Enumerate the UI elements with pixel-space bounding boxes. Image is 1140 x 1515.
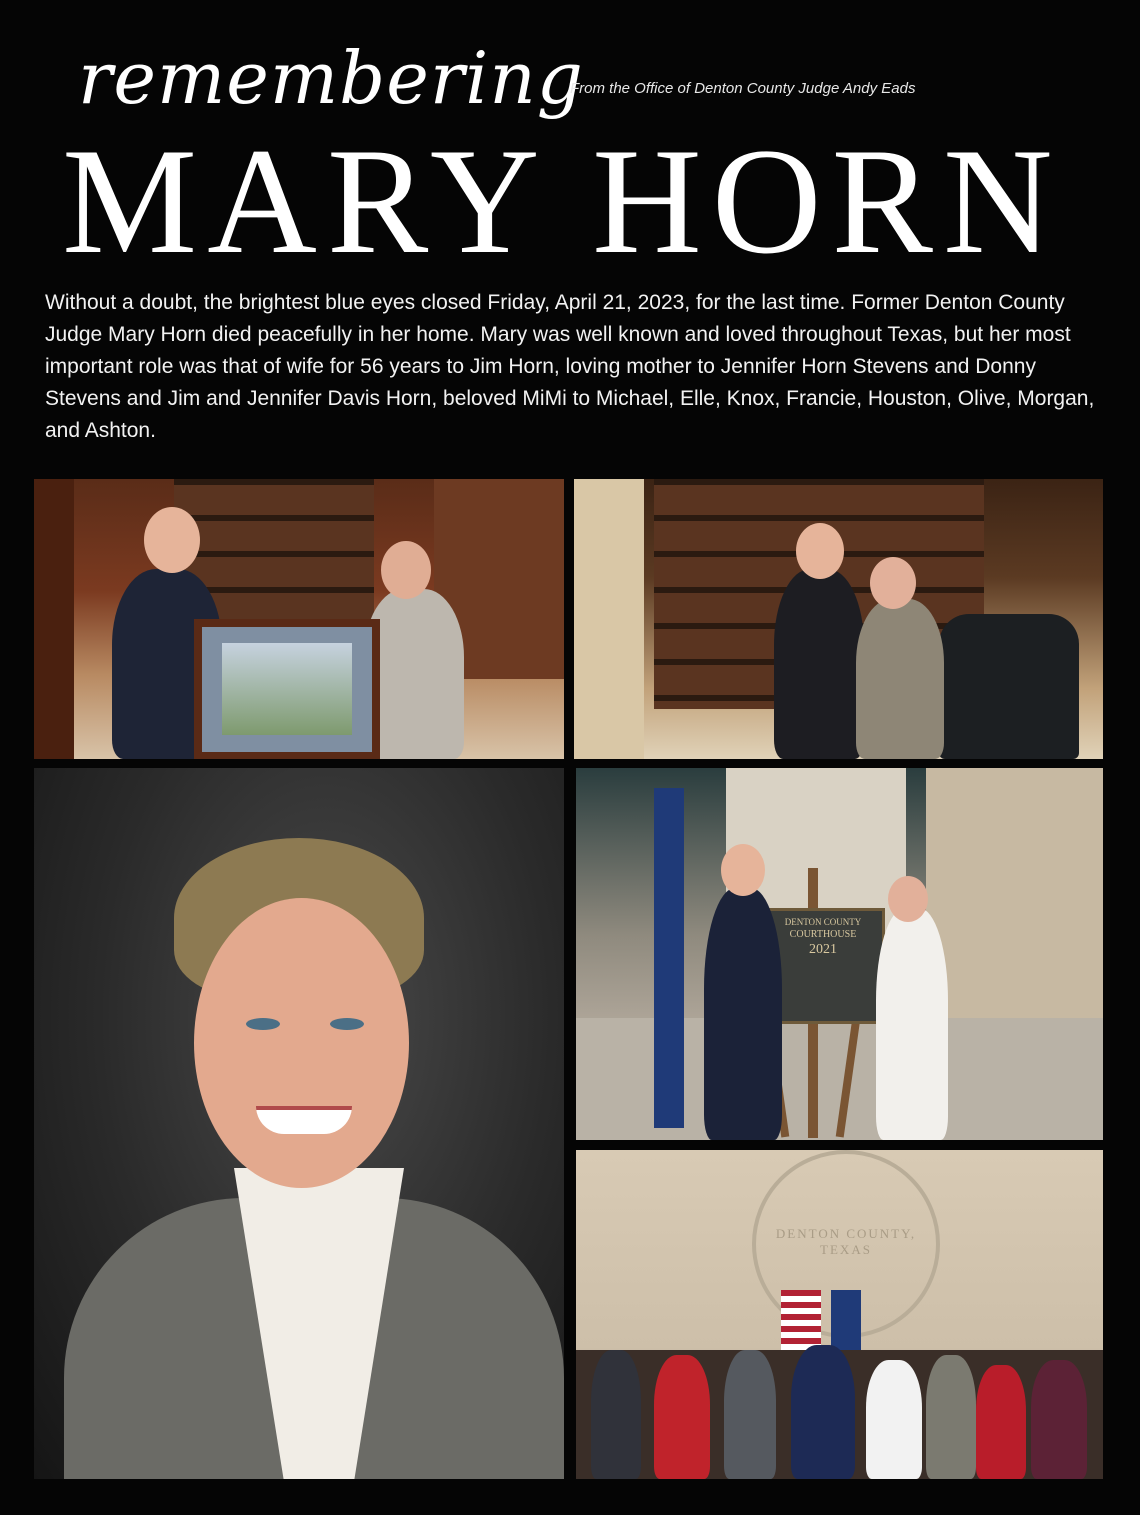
plaque-line1: DENTON COUNTY (784, 917, 862, 927)
photo-portrait (34, 768, 564, 1479)
photo-plaque-unveiling (576, 768, 1103, 1140)
photo-office-bookshelves (574, 479, 1103, 759)
photo-office-painting (34, 479, 564, 759)
script-title: remembering (78, 36, 584, 120)
page-title: MARY HORN (62, 117, 1063, 285)
plaque-year: 2021 (809, 942, 837, 957)
byline: From the Office of Denton County Judge Andy Eads (570, 80, 916, 97)
photo-group-county-seal (576, 1150, 1103, 1479)
plaque-line2: COURTHOUSE (789, 929, 857, 940)
seal-text: DENTON COUNTY, TEXAS (775, 1226, 917, 1257)
intro-paragraph: Without a doubt, the brightest blue eyes closed Friday, April 21, 2023, for the last time. Former Denton County Judge Mary Horn died peacefully in her home. Mary was well known and loved throughout Texas, but her most important role was that of wife for 56 years to Jim Horn, loving mother to Jennifer Horn Stevens and Donny Stevens and Jim and Jennifer Davis Horn, beloved MiMi to Michael, Elle, Knox, Francie, Houston, Olive, Morgan, and Ashton. (45, 291, 1095, 442)
